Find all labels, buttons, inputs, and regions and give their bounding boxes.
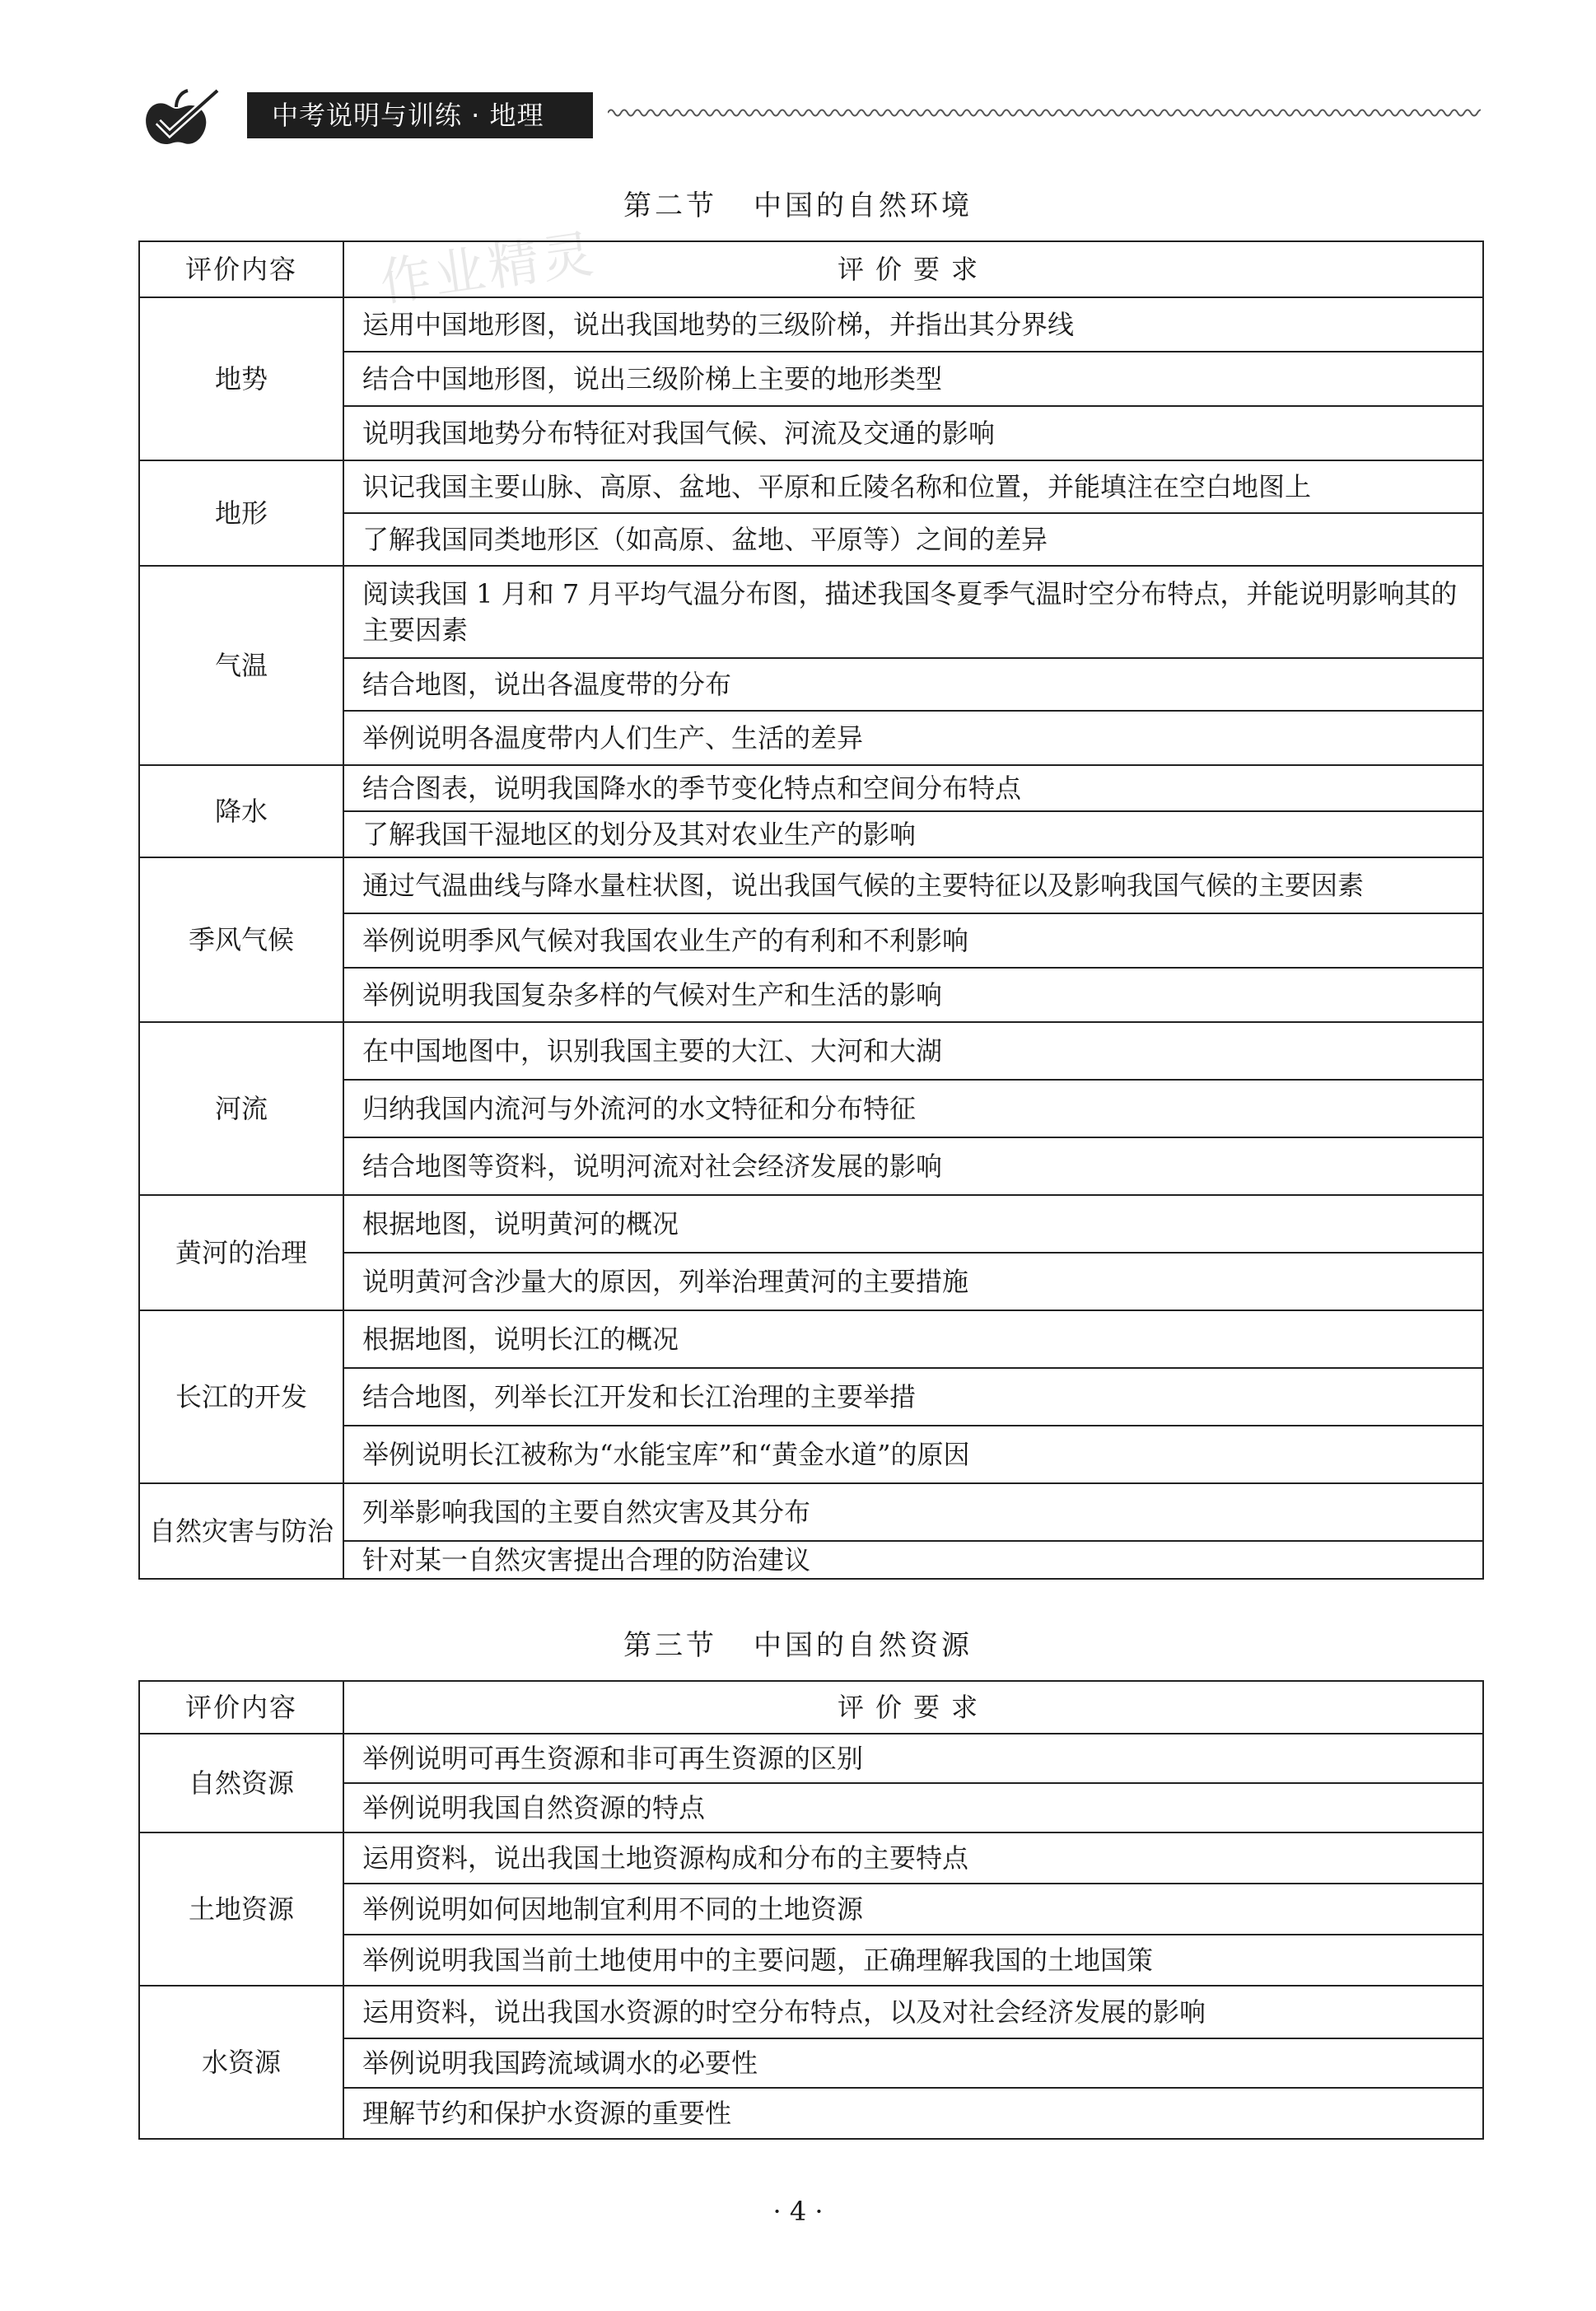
requirement-cell: 结合中国地形图，说出三级阶梯上主要的地形类型 xyxy=(343,352,1483,406)
requirement-cell: 举例说明我国自然资源的特点 xyxy=(343,1783,1483,1832)
table-row xyxy=(139,1195,1483,1253)
requirement-cell: 根据地图，说明长江的概况 xyxy=(343,1310,1483,1368)
table-row xyxy=(139,857,1483,913)
requirement-cell: 结合地图，列举长江开发和长江治理的主要举措 xyxy=(343,1368,1483,1426)
requirement-cell: 举例说明长江被称为“水能宝库”和“黄金水道”的原因 xyxy=(343,1426,1483,1483)
category-cell: 气温 xyxy=(139,566,343,765)
requirement-cell: 理解节约和保护水资源的重要性 xyxy=(343,2088,1483,2139)
watermark: 作业精灵 xyxy=(376,222,600,313)
apple-check-logo-icon xyxy=(140,86,222,148)
requirement-cell: 通过气温曲线与降水量柱状图，说出我国气候的主要特征以及影响我国气候的主要因素 xyxy=(343,857,1483,913)
table-row xyxy=(139,460,1483,513)
requirement-cell: 阅读我国 1 月和 7 月平均气温分布图，描述我国冬夏季气温时空分布特点，并能说明影响其的主要因素 xyxy=(343,566,1483,658)
requirement-cell: 结合地图等资料，说明河流对社会经济发展的影响 xyxy=(343,1137,1483,1195)
page-number: · 4 · xyxy=(772,2196,824,2227)
section3-title xyxy=(0,1622,1596,1663)
requirement-cell: 结合地图，说出各温度带的分布 xyxy=(343,658,1483,711)
table-row xyxy=(139,1483,1483,1541)
requirement-cell: 根据地图，说明黄河的概况 xyxy=(343,1195,1483,1253)
requirement-cell: 归纳我国内流河与外流河的水文特征和分布特征 xyxy=(343,1080,1483,1137)
section3-name: 中国的自然资源 xyxy=(754,1629,973,1662)
requirement-cell: 举例说明我国复杂多样的气候对生产和生活的影响 xyxy=(343,968,1483,1022)
section2-title xyxy=(0,183,1596,223)
table-row xyxy=(139,566,1483,658)
section3-number: 第三节 xyxy=(623,1629,717,1662)
table-row xyxy=(139,297,1483,352)
requirement-cell: 举例说明可再生资源和非可再生资源的区别 xyxy=(343,1734,1483,1783)
category-cell: 地势 xyxy=(139,297,343,460)
requirement-cell: 针对某一自然灾害提出合理的防治建议 xyxy=(343,1541,1483,1579)
category-cell: 河流 xyxy=(139,1022,343,1195)
requirement-cell: 举例说明我国跨流域调水的必要性 xyxy=(343,2038,1483,2088)
category-cell: 黄河的治理 xyxy=(139,1195,343,1310)
requirement-cell: 说明我国地势分布特征对我国气候、河流及交通的影响 xyxy=(343,406,1483,460)
category-cell: 水资源 xyxy=(139,1986,343,2139)
table-row xyxy=(139,1986,1483,2038)
section3-table xyxy=(138,1680,1484,2140)
table-row xyxy=(139,1832,1483,1884)
requirement-cell: 举例说明如何因地制宜利用不同的土地资源 xyxy=(343,1884,1483,1935)
category-cell: 季风气候 xyxy=(139,857,343,1022)
category-cell: 长江的开发 xyxy=(139,1310,343,1483)
header-category: 评价内容 xyxy=(139,1681,343,1734)
table-row xyxy=(139,1310,1483,1368)
requirement-cell: 了解我国干湿地区的划分及其对农业生产的影响 xyxy=(343,811,1483,857)
category-cell: 降水 xyxy=(139,765,343,857)
requirement-cell: 运用资料，说出我国水资源的时空分布特点，以及对社会经济发展的影响 xyxy=(343,1986,1483,2038)
table-row xyxy=(139,1022,1483,1080)
table-row xyxy=(139,765,1483,811)
header-title: 中考说明与训练 · 地理 xyxy=(247,92,593,138)
requirement-cell: 运用中国地形图，说出我国地势的三级阶梯，并指出其分界线 xyxy=(343,297,1483,352)
section2-table xyxy=(138,240,1484,1580)
header-requirement: 评价要求 xyxy=(343,241,1483,297)
category-cell: 地形 xyxy=(139,460,343,566)
table-row xyxy=(139,1734,1483,1783)
header-wave-divider xyxy=(608,102,1481,124)
requirement-cell: 说明黄河含沙量大的原因，列举治理黄河的主要措施 xyxy=(343,1253,1483,1310)
header-requirement: 评价要求 xyxy=(343,1681,1483,1734)
header-category: 评价内容 xyxy=(139,241,343,297)
requirement-cell: 运用资料，说出我国土地资源构成和分布的主要特点 xyxy=(343,1832,1483,1884)
requirement-cell: 列举影响我国的主要自然灾害及其分布 xyxy=(343,1483,1483,1541)
section2-number: 第二节 xyxy=(623,189,717,222)
requirement-cell: 结合图表，说明我国降水的季节变化特点和空间分布特点 xyxy=(343,765,1483,811)
requirement-cell: 举例说明我国当前土地使用中的主要问题，正确理解我国的土地国策 xyxy=(343,1935,1483,1986)
requirement-cell: 识记我国主要山脉、高原、盆地、平原和丘陵名称和位置，并能填注在空白地图上 xyxy=(343,460,1483,513)
category-cell: 自然资源 xyxy=(139,1734,343,1832)
section2-name: 中国的自然环境 xyxy=(754,189,973,222)
requirement-cell: 在中国地图中，识别我国主要的大江、大河和大湖 xyxy=(343,1022,1483,1080)
category-cell: 自然灾害与防治 xyxy=(139,1483,343,1579)
requirement-cell: 举例说明各温度带内人们生产、生活的差异 xyxy=(343,711,1483,765)
category-cell: 土地资源 xyxy=(139,1832,343,1986)
requirement-cell: 了解我国同类地形区（如高原、盆地、平原等）之间的差异 xyxy=(343,513,1483,566)
requirement-cell: 举例说明季风气候对我国农业生产的有利和不利影响 xyxy=(343,913,1483,968)
